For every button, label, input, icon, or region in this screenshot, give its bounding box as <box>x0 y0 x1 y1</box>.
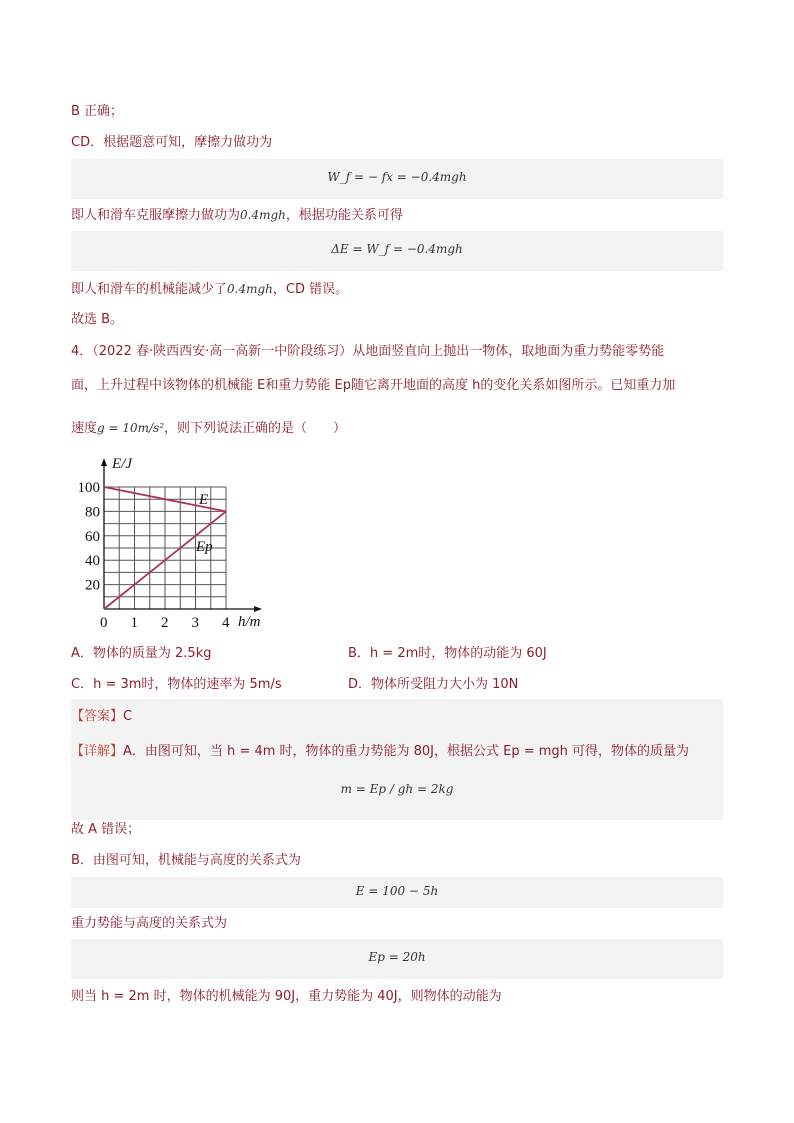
text-part: ，则下列说法正确的是（ ） <box>164 421 347 436</box>
detail-band <box>71 732 723 820</box>
question-line-3 <box>71 418 346 439</box>
math-inline: 0.4mgh <box>240 208 286 222</box>
x-axis-label: h/m <box>238 614 261 630</box>
answer-tag: 【答案】 <box>71 709 124 724</box>
text-kinetic-intro: 则当 h = 2m 时，物体的机械能为 90J，重力势能为 40J，则物体的动能为 <box>71 989 502 1004</box>
x-tick-label: 2 <box>161 615 169 631</box>
energy-height-chart <box>68 452 278 632</box>
y-tick-label: 100 <box>77 480 100 496</box>
formula-energy-change: ΔE = W_f = −0.4mgh <box>331 242 463 256</box>
formula-band-5 <box>71 939 723 979</box>
formula-mechanical-energy: E = 100 − 5h <box>355 884 439 898</box>
text-b-correct: B 正确； <box>71 104 124 119</box>
text-choose-b: 故选 B。 <box>71 312 124 327</box>
y-axis-label: E/J <box>112 456 132 472</box>
x-axis-arrow <box>254 606 262 612</box>
y-tick-label: 20 <box>85 577 100 594</box>
option-a[interactable]: A．物体的质量为 2.5kg <box>71 646 212 661</box>
x-tick-label: 1 <box>130 615 138 631</box>
y-tick-label: 60 <box>85 528 100 545</box>
answer-value: C <box>123 709 133 724</box>
text-part: 速度 <box>71 421 98 436</box>
question-line-2: 面，上升过程中该物体的机械能 E和重力势能 Ep随它离开地面的高度 h的变化关系如图所示。已知重力加 <box>71 378 676 393</box>
x-tick-label: 3 <box>191 615 199 631</box>
legend-ep: Ep <box>196 539 213 555</box>
x-tick-label: 4 <box>222 615 230 631</box>
question-line-1: 4．（2022 春·陕西西安·高一高新一中阶段练习）从地面竖直向上抛出一物体，取地面为重力势能零势能 <box>71 344 665 359</box>
formula-friction-work: W_f = − fx = −0.4mgh <box>327 170 467 184</box>
detail-tag: 【详解】 <box>71 744 124 759</box>
option-c[interactable]: C．h = 3m时，物体的速率为 5m/s <box>71 677 282 692</box>
y-tick-label: 40 <box>85 553 100 570</box>
text-part: ，CD 错误。 <box>272 282 349 297</box>
text-cd-intro: CD．根据题意可知，摩擦力做功为 <box>71 135 273 150</box>
text-part: 即人和滑车的机械能减少了 <box>71 282 228 297</box>
answer-line <box>71 705 132 724</box>
legend-e: E <box>199 492 209 508</box>
formula-band-2 <box>71 231 723 271</box>
formula-band-4 <box>71 877 723 908</box>
option-d[interactable]: D．物体所受阻力大小为 10N <box>348 677 519 692</box>
text-part: ，根据功能关系可得 <box>285 208 403 223</box>
chart-axes <box>101 458 262 612</box>
text-energy-decrease <box>71 279 348 300</box>
math-inline: g = 10m/s² <box>97 421 165 435</box>
text-a-wrong: 故 A 错误； <box>71 822 141 837</box>
text-part: 即人和滑车克服摩擦力做功为 <box>71 208 241 223</box>
formula-potential-energy: Ep = 20h <box>368 950 426 964</box>
math-inline: 0.4mgh <box>227 282 273 296</box>
formula-mass: m = Ep / gh = 2kg <box>340 782 454 796</box>
answer-band <box>71 699 723 732</box>
text-overcome-friction <box>71 205 403 226</box>
detail-text: A．由图可知，当 h = 4m 时，物体的重力势能为 80J，根据公式 Ep = mgh 可得，物体的质量为 <box>123 744 690 759</box>
formula-band-1 <box>71 159 723 199</box>
y-tick-label: 80 <box>85 504 100 521</box>
text-potential-relation: 重力势能与高度的关系式为 <box>71 916 228 931</box>
detail-line-1 <box>71 740 689 759</box>
option-b[interactable]: B．h = 2m时，物体的动能为 60J <box>348 646 547 661</box>
text-b-relation: B．由图可知，机械能与高度的关系式为 <box>71 853 301 868</box>
x-tick-label: 0 <box>100 615 108 631</box>
y-axis-arrow <box>101 458 107 466</box>
